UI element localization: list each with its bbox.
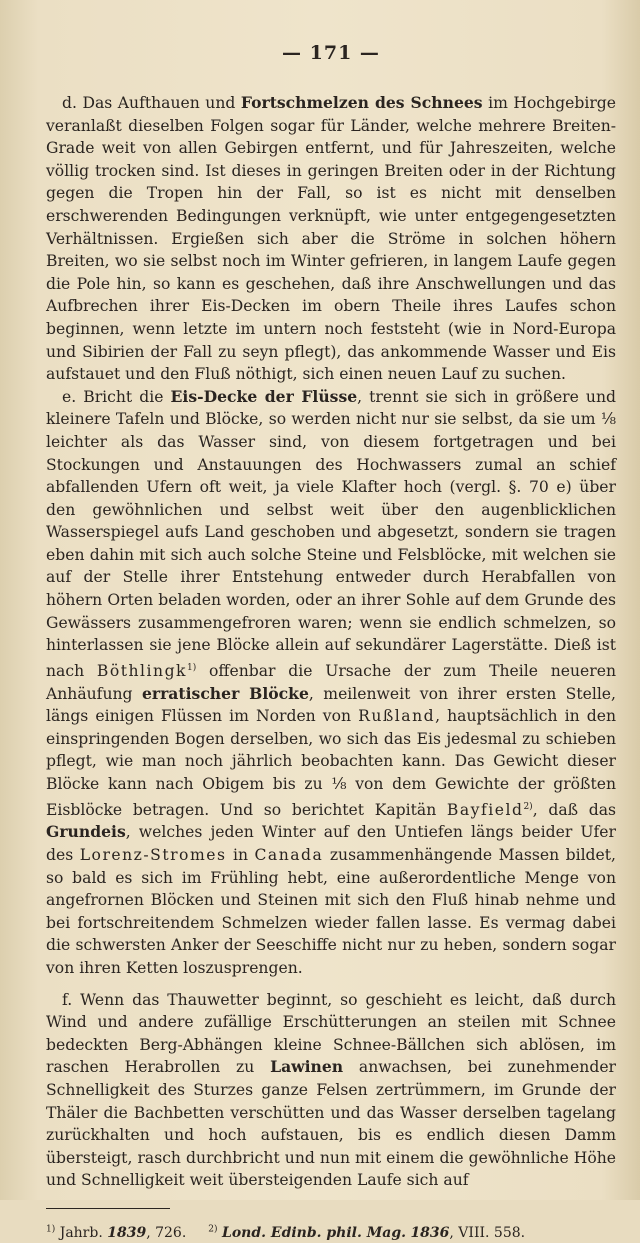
name-spaced: Canada xyxy=(254,845,324,864)
footnotes xyxy=(46,1219,616,1243)
term-bold: erratischer Blöcke xyxy=(141,683,309,703)
term-bold: Lawinen xyxy=(270,1057,344,1077)
term-bold: Eis-Decke der Flüsse xyxy=(170,386,358,406)
footnote-ref: 2) xyxy=(523,801,533,812)
paragraph-f: f. Wenn das Thauwetter beginnt, so geschieht es leicht, daß durch Wind und andere zufällige Erschütterungen an steilen mit Schnee bedeckten Berg-Abhängen kleine Schnee-Bällchen sich ablösen, im raschen Herabrollen zu Lawinen anwachsen, bei zunehmender Schnelligkeit des Sturzes ganze Felsen zertrümmern, im Grunde der Thäler die Bachbetten verschütten und das Wasser derselben tagelang zurückhalten und hoch aufstauen, bis es endlich diesen Damm übersteigt, rasch durchbricht und nun mit einem die gewöhnliche Höhe und Schnelligkeit weit übersteigenden Laufe sich auf xyxy=(46,990,616,1190)
term-bold: Grundeis xyxy=(46,822,126,842)
footnote-2: $^{2)}$ Lond. Edinb. phil. Mag. 1836, VIII. 558. xyxy=(208,1223,526,1241)
footnote-ref: 1) xyxy=(187,662,197,673)
name-spaced: Böthlingk xyxy=(96,662,187,681)
paragraph-e: e. Bricht die Eis-Decke der Flüsse, trennt sie sich in größere und kleinere Tafeln und Blöcke, so werden nicht nur sie selbst, da sie um ⅛ leichter als das Wasser sind, von diesem fortgetragen und bei Stockungen und Anstauungen des Hochwassers zumal an schief abfallenden Ufern oft weit, ja viele Klafter hoch (vergl. §. 70 e) über den gewöhnlichen und selbst weit über den augenblicklichen Wasserspiegel aufs Land geschoben und abgesetzt, sondern sie tragen eben dahin mit sich auch solche Steine und Felsblöcke, mit welchen sie auf der Stelle ihrer Entstehung entweder durch Herabfallen von höhern Orten beladen worden, oder an ihrer Sohle auf dem Grunde des Gewässers zusammengefroren waren; wenn sie endlich schmelzen, so hinterlassen sie jene Blöcke allein auf sekundärer Lagerstätte. Dieß ist nach Böthlingk$^{1)}$ offenbar die Ursache der zum Theile neueren Anhäufung erratischer Blöcke, meilenweit von ihrer ersten Stelle, längs einigen Flüssen im Norden von Rußland, hauptsächlich in den einspringenden Bogen derselben, wo sich das Eis jedesmal zu schieben pflegt, wie man noch jährlich beobachten kann. Das Gewicht dieser Blöcke kann nach Obigem bis zu ⅛ von dem Gewichte der größten Eisblöcke betragen. Und so berichtet Kapitän Bayfield$^{2)}$, daß das Grundeis, welches jeden Winter auf den Untiefen längs beider Ufer des Lorenz-Stromes in Canada zusammenhängende Massen bildet, so bald es sich im Frühling hebt, eine außerordentliche Menge von angefrornen Blöcken und Steinen mit sich den Fluß hinab nehme und bei fortschreitendem Schmelzen wieder fallen lasse. Es vermag dabei die schwersten Anker der Seeschiffe nicht nur zu heben, sondern sogar von ihren Ketten loszusprengen. xyxy=(46,386,617,977)
paragraph-d: d. Das Aufthauen und Fortschmelzen des Schnees im Hochgebirge veranlaßt dieselben Folgen sogar für Länder, welche mehrere Breiten-Grade weit von allen Gebirgen entfernt, und für Jahreszeiten, welche völlig trocken sind. Ist dieses in geringen Breiten oder in der Richtung gegen die Tropen hin der Fall, so ist es nicht mit denselben erschwerenden Bedingungen verknüpft, wie unter entgegengesetzten Verhältnissen. Ergießen sich aber die Ströme in solchen höhern Breiten, wo sie selbst noch im Winter gefrieren, in langem Laufe gegen die Pole hin, so kann es geschehen, daß ihre Anschwellungen und das Aufbrechen ihrer Eis-Decken im obern Theile ihres Laufes schon beginnen, wenn letzte im untern noch feststeht (wie in Nord-Europa und Sibirien der Fall zu seyn pflegt), das ankommende Wasser und Eis aufstauet und den Fluß nöthigt, sich einen neuen Lauf zu suchen. xyxy=(46,93,616,384)
body-text xyxy=(46,92,616,1192)
para-label: e. xyxy=(62,387,77,406)
footnote-1: $^{1)}$ Jahrb. 1839, 726. xyxy=(46,1223,187,1241)
name-spaced: Bayfield xyxy=(446,800,524,819)
name-spaced: Lorenz-Stromes xyxy=(79,845,227,864)
term-bold: Fortschmelzen des Schnees xyxy=(240,93,483,112)
footnote-divider xyxy=(46,1208,170,1209)
para-label: d. xyxy=(62,94,77,112)
name-spaced: Rußland xyxy=(358,707,436,726)
page-number: — 171 — xyxy=(282,42,380,64)
para-label: f. xyxy=(62,990,73,1009)
